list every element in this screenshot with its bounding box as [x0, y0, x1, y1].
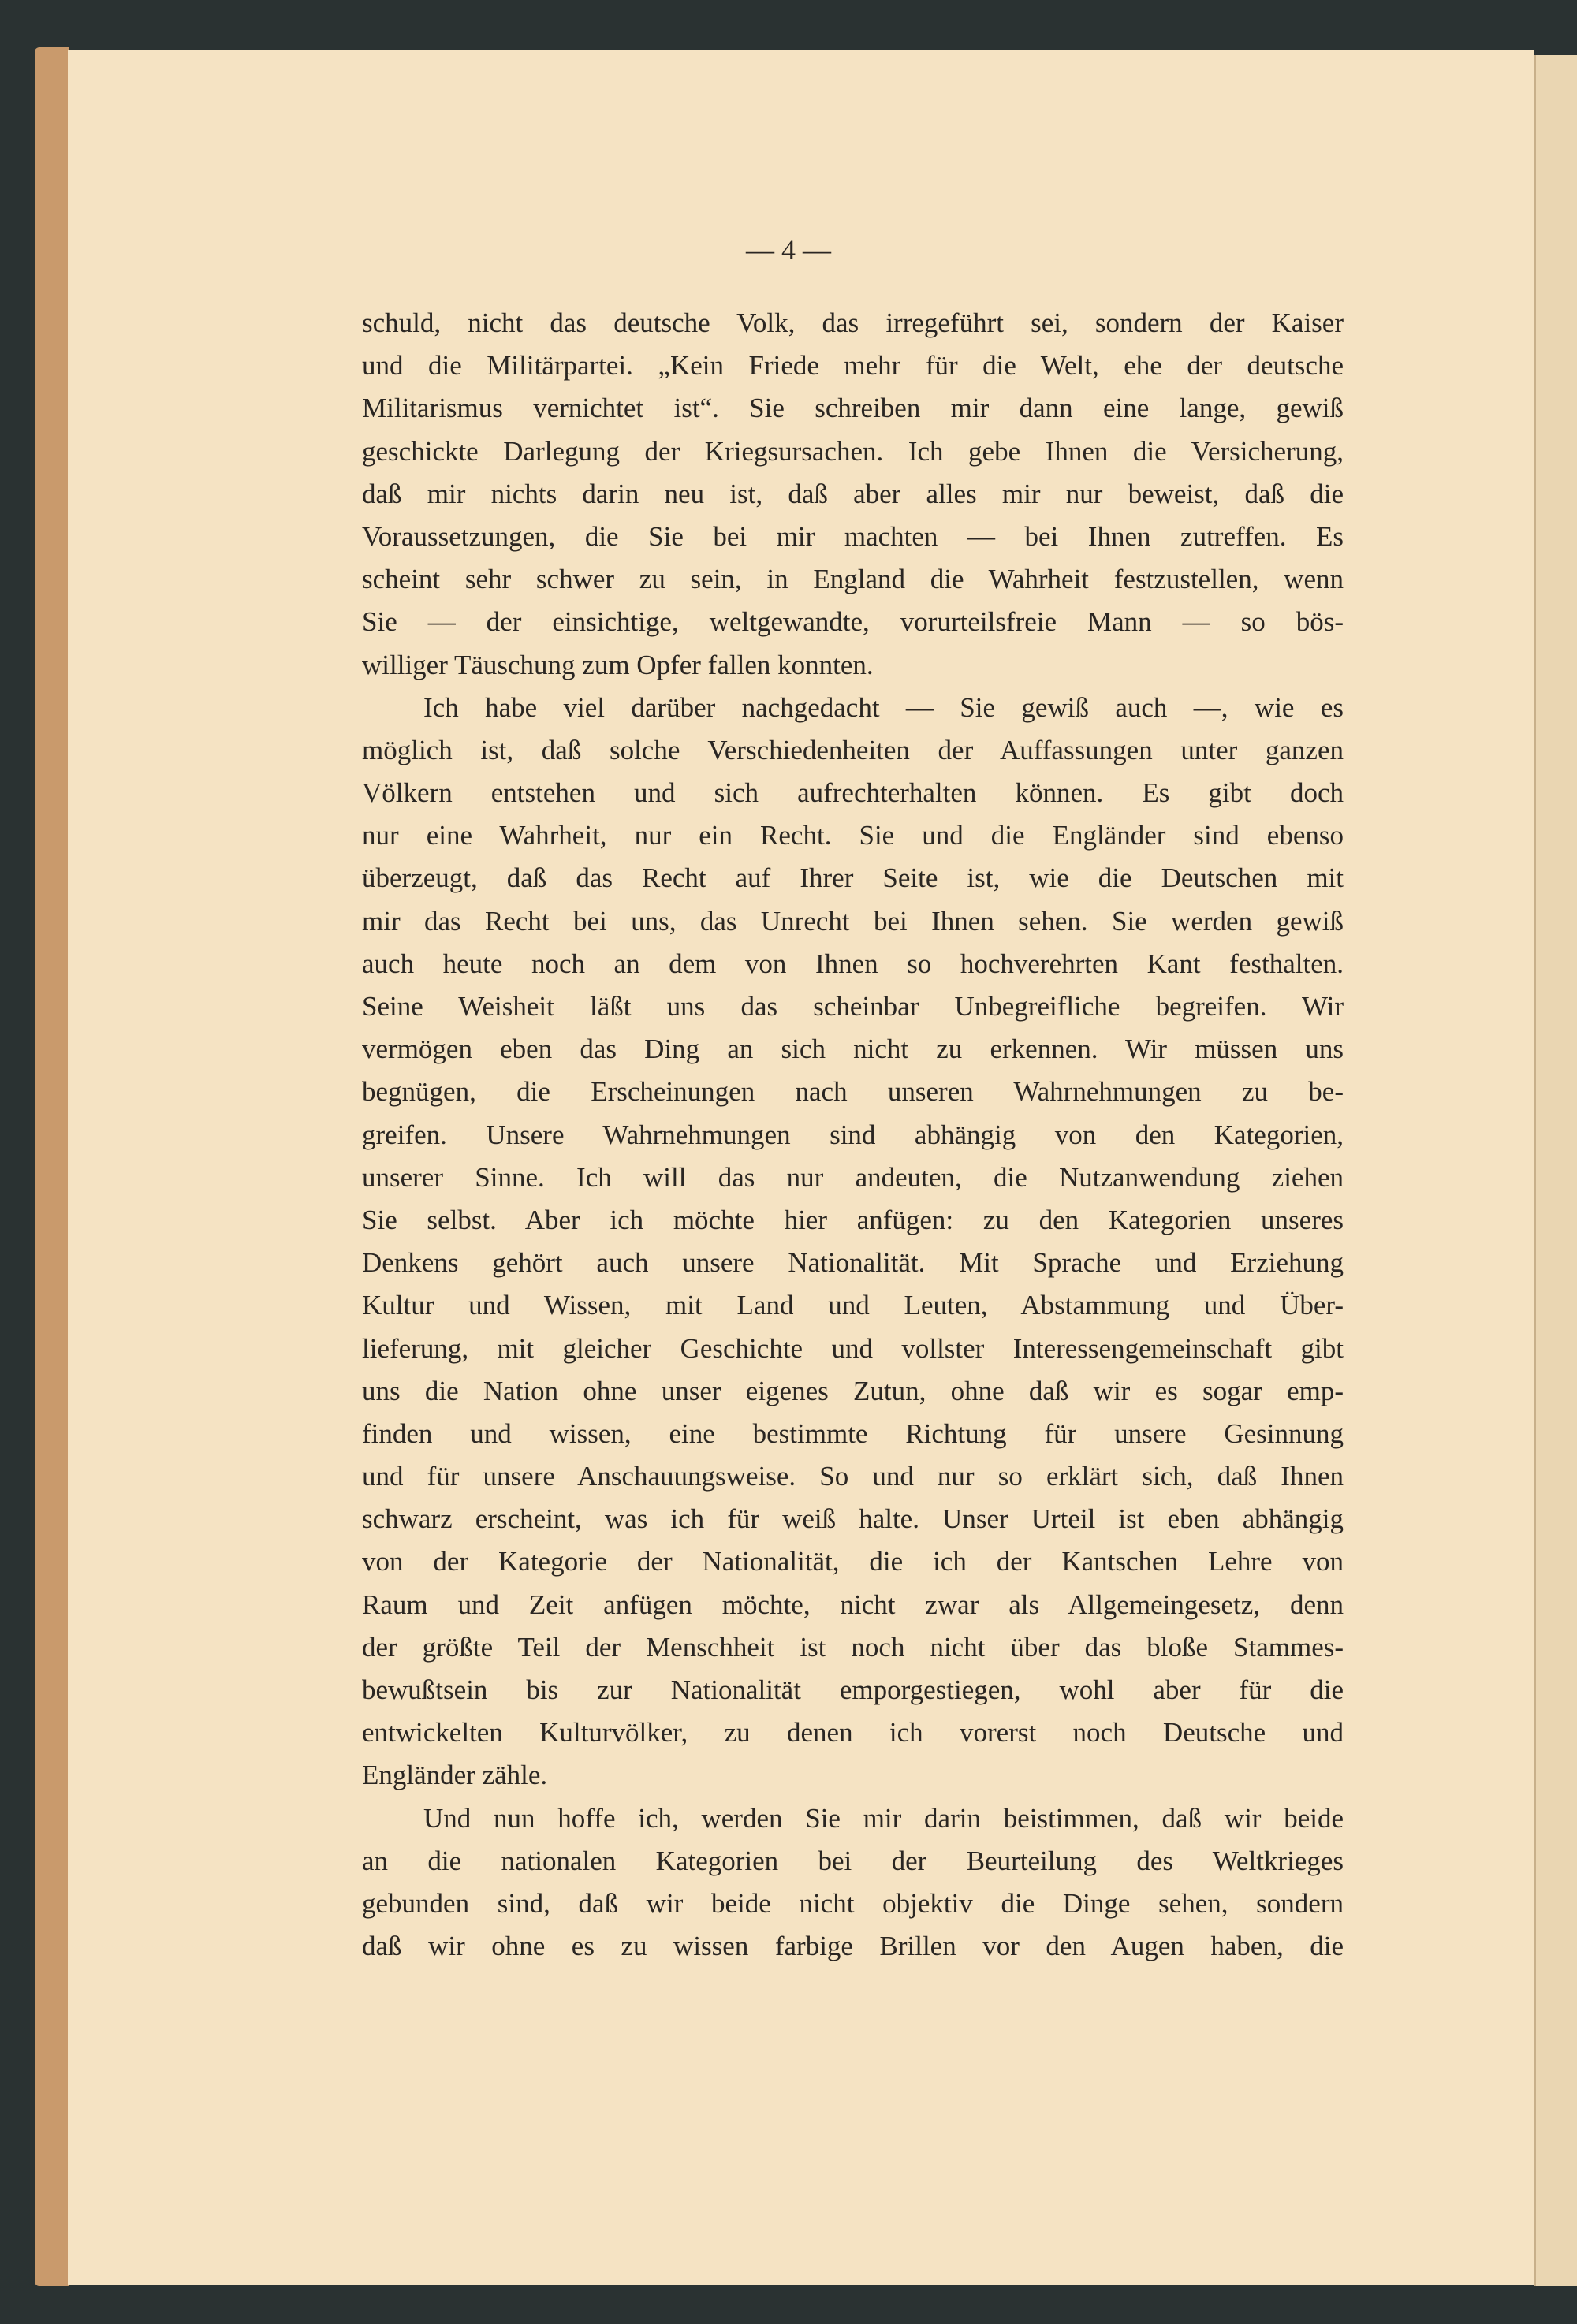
- page-number: — 4 —: [746, 234, 831, 266]
- text-line: möglich ist, daß solche Verschiedenheiten der Auffassungen unter ganzen: [362, 734, 1344, 765]
- text-line: greifen. Unsere Wahrnehmungen sind abhängig von den Kategorien,: [362, 1119, 1344, 1150]
- text-line: von der Kategorie der Nationalität, die ich der Kantschen Lehre von: [362, 1546, 1344, 1577]
- text-line: Raum und Zeit anfügen möchte, nicht zwar als Allgemeingesetz, denn: [362, 1588, 1344, 1620]
- text-line: entwickelten Kulturvölker, zu denen ich vorerst noch Deutsche und: [362, 1717, 1344, 1749]
- text-line: daß wir ohne es zu wissen farbige Brillen vor den Augen haben, die: [362, 1931, 1344, 1962]
- text-line: geschickte Darlegung der Kriegsursachen. Ich gebe Ihnen die Versicherung,: [362, 435, 1344, 467]
- text-line: schwarz erscheint, was ich für weiß halte. Unser Urteil ist eben abhängig: [362, 1503, 1344, 1535]
- book-spine-edge: [35, 47, 69, 2286]
- text-line: Seine Weisheit läßt uns das scheinbar Unbegreifliche begreifen. Wir: [362, 991, 1344, 1022]
- text-line: scheint sehr schwer zu sein, in England die Wahrheit festzustellen, wenn: [362, 564, 1344, 595]
- text-line: finden und wissen, eine bestimmte Richtung für unsere Gesinnung: [362, 1417, 1344, 1449]
- text-line: vermögen eben das Ding an sich nicht zu erkennen. Wir müssen uns: [362, 1034, 1344, 1065]
- text-line: Kultur und Wissen, mit Land und Leuten, Abstammung und Über-: [362, 1290, 1344, 1321]
- text-line: daß mir nichts darin neu ist, daß aber alles mir nur beweist, daß die: [362, 478, 1344, 509]
- text-line: schuld, nicht das deutsche Volk, das irregeführt sei, sondern der Kaiser: [362, 307, 1344, 338]
- next-page-edge: [1534, 55, 1577, 2286]
- text-line: unserer Sinne. Ich will das nur andeuten, die Nutzanwendung ziehen: [362, 1161, 1344, 1193]
- text-line: der größte Teil der Menschheit ist noch nicht über das bloße Stammes-: [362, 1631, 1344, 1663]
- text-line: und für unsere Anschauungsweise. So und nur so erklärt sich, daß Ihnen: [362, 1461, 1344, 1492]
- text-line: begnügen, die Erscheinungen nach unseren Wahrnehmungen zu be-: [362, 1076, 1344, 1108]
- text-line: Voraussetzungen, die Sie bei mir machten — bei Ihnen zutreffen. Es: [362, 520, 1344, 552]
- text-line: gebunden sind, daß wir beide nicht objektiv die Dinge sehen, sondern: [362, 1887, 1344, 1919]
- text-line: mir das Recht bei uns, das Unrecht bei Ihnen sehen. Sie werden gewiß: [362, 905, 1344, 937]
- text-line: Ich habe viel darüber nachgedacht — Sie gewiß auch —, wie es: [423, 691, 1344, 723]
- text-line: und die Militärpartei. „Kein Friede mehr für die Welt, ehe der deutsche: [362, 350, 1344, 382]
- text-line: lieferung, mit gleicher Geschichte und vollster Interessengemeinschaft gibt: [362, 1332, 1344, 1364]
- text-line: Engländer zähle.: [362, 1760, 548, 1791]
- text-line: nur eine Wahrheit, nur ein Recht. Sie und die Engländer sind ebenso: [362, 820, 1344, 851]
- text-line: Sie selbst. Aber ich möchte hier anfügen: zu den Kategorien unseres: [362, 1204, 1344, 1235]
- text-line: Militarismus vernichtet ist“. Sie schreiben mir dann eine lange, gewiß: [362, 393, 1344, 424]
- text-line: bewußtsein bis zur Nationalität emporgestiegen, wohl aber für die: [362, 1674, 1344, 1705]
- text-line: williger Täuschung zum Opfer fallen konnten.: [362, 649, 874, 680]
- text-line: an die nationalen Kategorien bei der Beurteilung des Weltkrieges: [362, 1845, 1344, 1876]
- text-line: Sie — der einsichtige, weltgewandte, vorurteilsfreie Mann — so bös-: [362, 606, 1344, 638]
- text-line: uns die Nation ohne unser eigenes Zutun, ohne daß wir es sogar emp-: [362, 1375, 1344, 1406]
- text-line: Und nun hoffe ich, werden Sie mir darin beistimmen, daß wir beide: [423, 1802, 1344, 1834]
- text-line: überzeugt, daß das Recht auf Ihrer Seite ist, wie die Deutschen mit: [362, 862, 1344, 894]
- body-text: [362, 302, 1344, 1968]
- text-line: auch heute noch an dem von Ihnen so hochverehrten Kant festhalten.: [362, 948, 1344, 979]
- text-line: Völkern entstehen und sich aufrechterhalten können. Es gibt doch: [362, 777, 1344, 809]
- text-line: Denkens gehört auch unsere Nationalität. Mit Sprache und Erziehung: [362, 1247, 1344, 1279]
